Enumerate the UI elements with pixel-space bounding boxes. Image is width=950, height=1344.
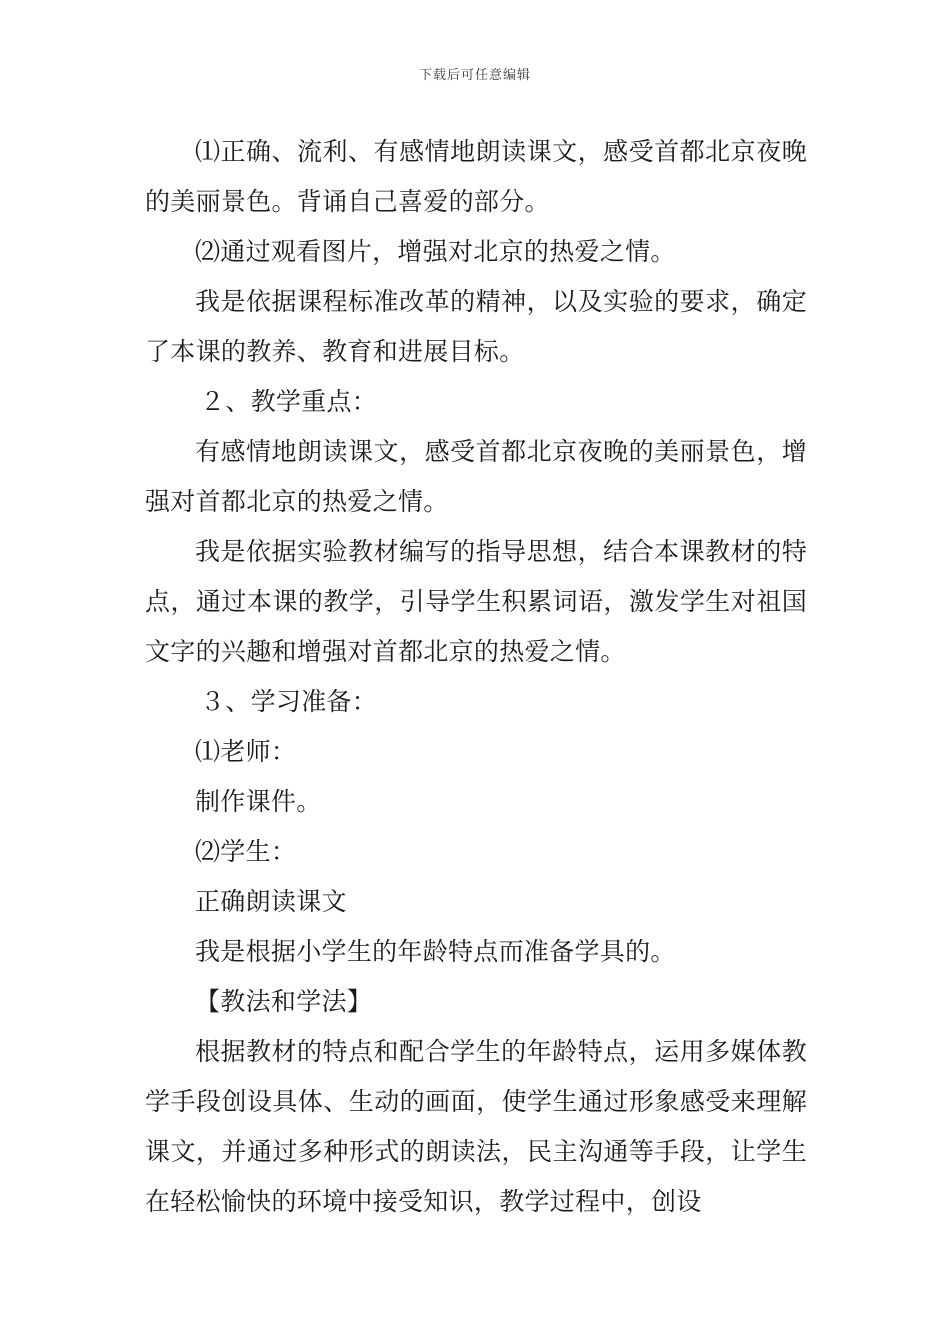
paragraph-teacher-task: 制作课件。 — [195, 787, 322, 816]
paragraph-focus-basis: 我是依据实验教材编写的指导思想，结合本课教材的特点，通过本课的教学，引导学生积累词语，激发学生对祖国文字的兴趣和增强对首都北京的热爱之情。 — [145, 537, 807, 666]
paragraph-methods: 根据教材的特点和配合学生的年龄特点，运用多媒体教学手段创设具体、生动的画面，使学生通过形象感受来理解课文，并通过多种形式的朗读法，民主沟通等手段，让学生在轻松愉快的环境中接受知识，教学过程中，创设 — [145, 1037, 807, 1216]
document-body — [145, 127, 807, 1227]
paragraph-objective-2: ⑵通过观看图片，增强对北京的热爱之情。 — [195, 237, 676, 266]
paragraph-objective-1: ⑴正确、流利、有感情地朗读课文，感受首都北京夜晚的美丽景色。背诵自己喜爱的部分。 — [145, 137, 807, 216]
paragraph-teacher-label: ⑴老师： — [195, 737, 297, 766]
paragraph-student-label: ⑵学生： — [195, 837, 297, 866]
section-heading-preparation: ３、学习准备： — [200, 687, 378, 716]
section-heading-teaching-focus: ２、教学重点： — [200, 387, 378, 416]
paragraph-objective-basis: 我是依据课程标准改革的精神，以及实验的要求，确定了本课的教养、教育和进展目标。 — [145, 287, 807, 366]
paragraph-student-task: 正确朗读课文 — [195, 887, 347, 916]
paragraph-preparation-basis: 我是根据小学生的年龄特点而准备学具的。 — [195, 937, 676, 966]
header-note: 下载后可任意编辑 — [418, 68, 531, 83]
section-heading-methods: 【教法和学法】 — [195, 987, 373, 1016]
paragraph-teaching-focus: 有感情地朗读课文，感受首都北京夜晚的美丽景色，增强对首都北京的热爱之情。 — [145, 437, 807, 516]
